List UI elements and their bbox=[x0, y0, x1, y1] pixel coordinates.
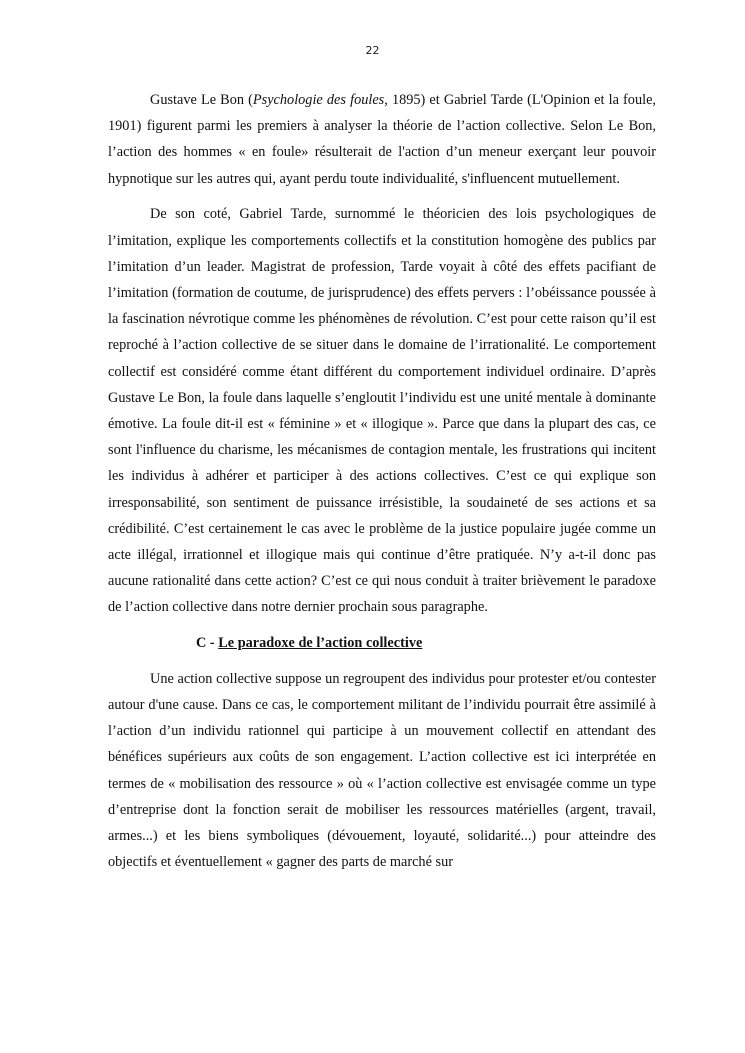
section-heading bbox=[108, 630, 656, 656]
section-prefix: C - bbox=[196, 635, 219, 652]
paragraph-le-bon-tarde bbox=[108, 87, 656, 192]
page-body bbox=[108, 87, 656, 885]
book-title-psychologie-des-foules: Psychologie des foules bbox=[252, 92, 385, 108]
paragraph-1-text-start: Gustave Le Bon ( bbox=[150, 92, 253, 108]
paragraph-1-text-end: , 1895) et Gabriel Tarde (L'Opinion et la foule, 1901) figurent parmi les premiers à analyser la théorie de l’action collective. Selon Le Bon, l’action des hommes « en foule» résulterait de l'action d’un meneur exerçant leur pouvoir hypnotique sur les autres qui, ayant perdu toute individualité, s'influencent mutuellement. bbox=[108, 92, 656, 187]
page-number: 22 bbox=[365, 44, 380, 57]
paragraph-tarde-imitation: De son coté, Gabriel Tarde, surnommé le théoricien des lois psychologiques de l’imitation, explique les comportements collectifs et la constitution homogène des publics par l’imitation d’un leader. Magistrat de profession, Tarde voyait à côté des effets pacifiant de l’imitation (formation de coutume, de jurisprudence) des effets pervers : l’obéissance poussée à la fascination névrotique comme les phénomènes de révolution. C’est pour cette raison qu’il est reproché à l’action collective de se situer dans le domaine de l’irrationalité. Le comportement collectif est considéré comme étant différent du comportement individuel ordinaire. D’après Gustave Le Bon, la foule dans laquelle s’engloutit l’individu est une unité mentale à dominante émotive. La foule dit-il est « féminine » et « illogique ». Parce que dans la plupart des cas, ce sont l'influence du charisme, les mécanismes de contagion mentale, les frustrations qui incitent les individus à adhérer et participer à des actions collectives. C’est ce qui explique son irresponsabilité, son sentiment de puissance irrésistible, la soudaineté de ses actions et sa crédibilité. C’est certainement le cas avec le problème de la justice populaire jugée comme un acte illégal, irrationnel et illogique mais qui continue d’être pratiquée. N’y a-t-il donc pas aucune rationalité dans cette action? C’est ce qui nous conduit à traiter brièvement le paradoxe de l’action collective dans notre dernier prochain sous paragraphe. bbox=[108, 206, 656, 616]
section-title: Le paradoxe de l’action collective bbox=[218, 635, 423, 652]
paragraph-action-collective: Une action collective suppose un regroupent des individus pour protester et/ou contester autour d'une cause. Dans ce cas, le comportement militant de l’individu pourrait être assimilé à l’action d’un individu rationnel qui participe à un mouvement collectif en attendant des bénéfices supérieurs aux coûts de son engagement. L’action collective est ici interprétée en termes de « mobilisation des ressource » où « l’action collective est envisagée comme un type d’entreprise dont la fonction serait de mobiliser les ressources matérielles (argent, travail, armes...) et les biens symboliques (dévouement, loyauté, solidarité...) pour atteindre des objectifs et éventuellement « gagner des parts de marché sur bbox=[108, 670, 656, 871]
